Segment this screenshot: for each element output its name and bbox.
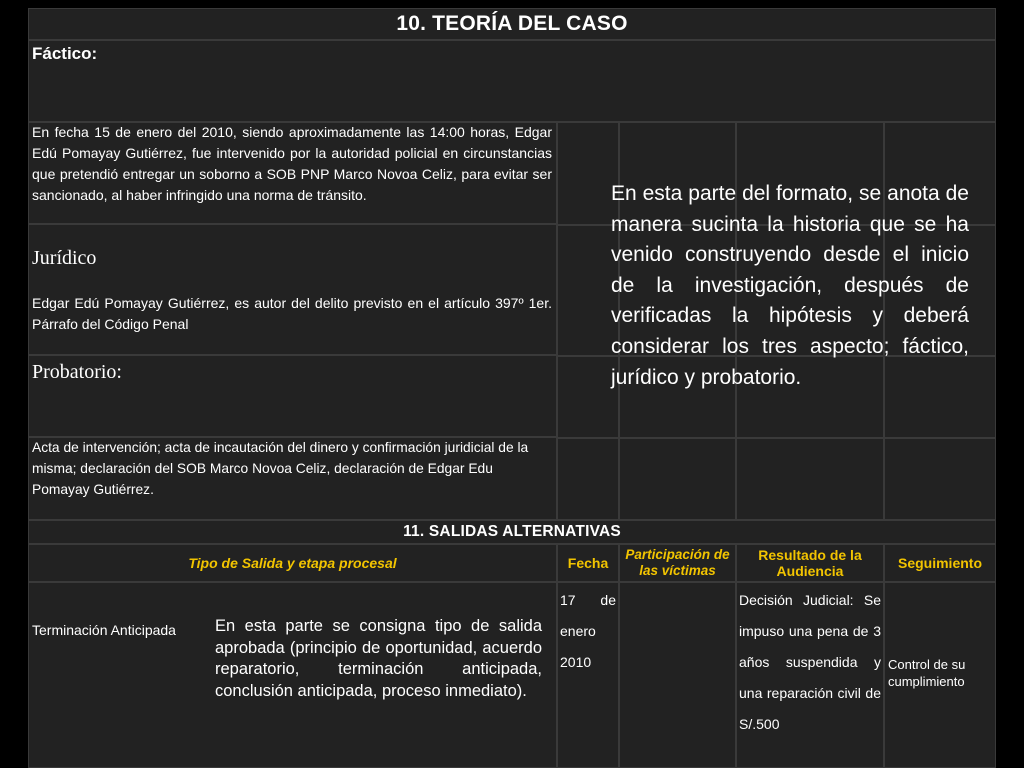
- factico-text: En fecha 15 de enero del 2010, siendo aproximadamente las 14:00 horas, Edgar Edú Pomayay Gutiérrez, fue intervenido por la autoridad policial en circunstancias que pretendió entregar un soborno a SOB PNP Marco Novoa Celiz, para evitar ser sancionado, al haber infringido una norma de tránsito.: [32, 124, 552, 203]
- header-participacion: Participación de las víctimas: [625, 547, 730, 578]
- section-11-title-cell: [28, 520, 996, 544]
- row-tipo: Terminación Anticipada: [32, 622, 176, 638]
- header-fecha: Fecha: [567, 555, 609, 571]
- row-participacion-cell: [619, 582, 736, 768]
- factico-label: Fáctico:: [32, 44, 98, 63]
- section-11-title: 11. SALIDAS ALTERNATIVAS: [403, 523, 621, 540]
- juridico-text: Edgar Edú Pomayay Gutiérrez, es autor del delito previsto en el artículo 397º 1er. Párrafo del Código Penal: [32, 295, 552, 332]
- header-resultado: Resultado de la Audiencia: [758, 547, 862, 579]
- section-10-title-cell: [28, 8, 996, 40]
- grid-col-1: [557, 122, 619, 520]
- header-seguimiento: Seguimiento: [897, 555, 982, 571]
- probatorio-text: Acta de intervención; acta de incautación del dinero y confirmación juridicial de la misma; declaración del SOB Marco Novoa Celiz, declaración de Edgar Edu Pomayay Gutiérrez.: [32, 440, 529, 497]
- header-tipo: Tipo de Salida y etapa procesal: [188, 555, 397, 571]
- juridico-label: Jurídico: [32, 247, 97, 269]
- theory-side-note: En esta parte del formato, se anota de manera sucinta la historia que se ha venido construyendo desde el inicio de la investigación, después de verificadas la hipótesis y deberá considerar los tres aspecto; fáctico, jurídico y probatorio.: [611, 182, 969, 389]
- grid-line: [557, 437, 996, 439]
- salidas-note: En esta parte se consigna tipo de salida aprobada (principio de oportunidad, acuerdo reparatorio, terminación anticipada, conclusión anticipada, proceso inmediato).: [215, 617, 542, 700]
- juridico-cell: [28, 224, 557, 355]
- section-10-title: 10. TEORÍA DEL CASO: [396, 12, 628, 35]
- factico-header-cell: [28, 40, 996, 122]
- row-seguimiento: Control de su cumplimiento: [888, 657, 966, 689]
- row-fecha: 17 de enero 2010: [560, 592, 616, 670]
- row-resultado: Decisión Judicial: Se impuso una pena de 3 años suspendida y una reparación civil de S/.500: [739, 592, 881, 732]
- probatorio-label: Probatorio:: [32, 361, 122, 383]
